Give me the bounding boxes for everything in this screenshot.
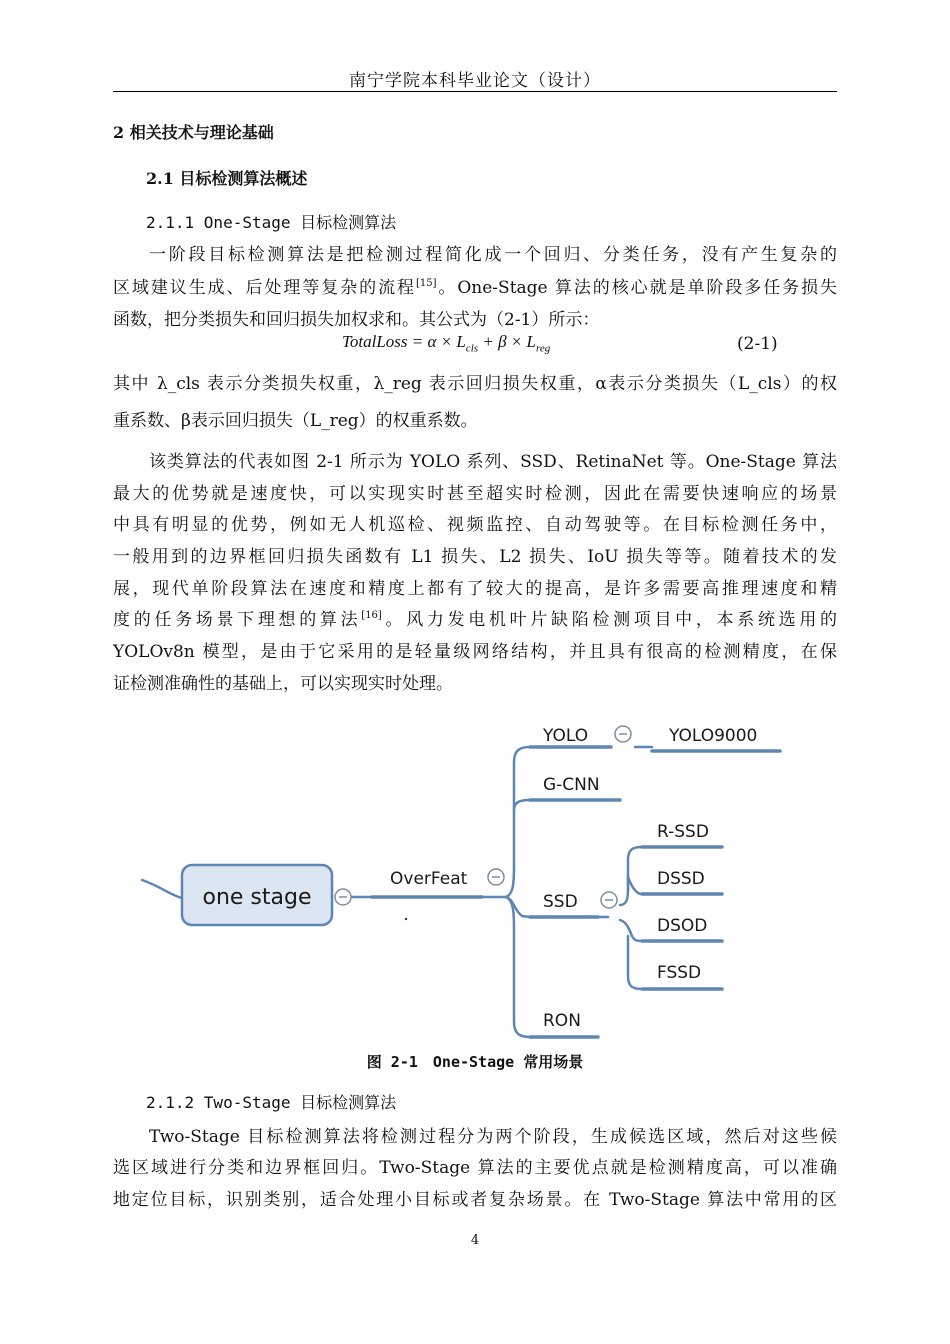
header-divider — [113, 91, 837, 92]
loss-formula: TotalLoss = $\alpha \times L_{cls} + \beta \times L_{reg}$ — [342, 332, 551, 355]
page-number: 4 — [470, 1233, 480, 1248]
page-header-title: 南宁学院本科毕业论文（设计） — [349, 71, 601, 91]
ssd-child-rssd: R-SSD — [657, 822, 709, 842]
para3-line4: 一般用到的边界框回归损失函数有 L1 损失、L2 损失、IoU 损失等等。随着技术的发 — [113, 547, 837, 567]
branch-line-ron — [506, 897, 530, 1037]
branch-label-ron: RON — [543, 1011, 581, 1031]
para4-line2: 选区域进行分类和边界框回归。Two-Stage 算法的主要优点就是检测精度高，可以准确 — [113, 1158, 837, 1178]
para1-line2: 区域建议生成、后处理等复杂的流程[15]。One-Stage 算法的核心就是单阶段多任务损失 — [113, 278, 838, 298]
para4-line3: 地定位目标，识别类别，适合处理小目标或者复杂场景。在 Two-Stage 算法中常用的区 — [113, 1190, 837, 1210]
yolo9000-label: YOLO9000 — [669, 726, 758, 746]
subsection-heading-two-stage: 2.1.2 Two-Stage 目标检测算法 — [146, 1093, 397, 1112]
branch-line-gcnn — [514, 800, 530, 810]
branch-label-gcnn: G-CNN — [543, 775, 600, 795]
para3-line8: 证检测准确性的基础上，可以实现实时处理。 — [113, 674, 453, 694]
para3-line7: YOLOv8n 模型，是由于它采用的是轻量级网络结构，并且具有很高的检测精度，在保 — [113, 642, 837, 662]
citation-15: [15] — [415, 278, 437, 289]
ssd-child-dsod: DSOD — [657, 916, 708, 936]
para3-line1: 该类算法的代表如图 2-1 所示为 YOLO 系列、SSD、RetinaNet 等。One-Stage 算法 — [149, 452, 837, 472]
citation-16: [16] — [361, 610, 382, 621]
one-stage-mindmap — [0, 700, 950, 1045]
para3-line2: 最大的优势就是速度快，可以实现实时甚至超实时检测，因此在需要快速响应的场景 — [113, 484, 837, 504]
ssd-child-dssd: DSSD — [657, 869, 705, 889]
branch-label-ssd: SSD — [543, 892, 578, 912]
para3-line6: 度的任务场景下理想的算法[16]。风力发电机叶片缺陷检测项目中，本系统选用的 — [113, 610, 838, 630]
para3-line3: 中具有明显的优势，例如无人机巡检、视频监控、自动驾驶等。在目标检测任务中， — [113, 515, 837, 535]
para3-line5: 展，现代单阶段算法在速度和精度上都有了较大的提高，是许多需要高推理速度和精 — [113, 579, 837, 599]
section-heading: 2.1 目标检测算法概述 — [146, 169, 308, 188]
para1-line3: 函数，把分类损失和回归损失加权求和。其公式为（2-1）所示： — [113, 310, 600, 330]
equation-number: (2-1) — [737, 334, 778, 354]
ssd-child-fssd: FSSD — [657, 963, 702, 983]
branch-line-yolo — [506, 747, 530, 897]
para4-line1: Two-Stage 目标检测算法将检测过程分为两个阶段，生成候选区域，然后对这些候 — [149, 1127, 837, 1147]
figure-caption: 图 2-1 One-Stage 常用场景 — [366, 1053, 584, 1071]
branch-label-yolo: YOLO — [543, 726, 589, 746]
para2-line2: 重系数、β表示回归损失（L_reg）的权重系数。 — [113, 411, 478, 431]
root-node-label: one stage — [202, 885, 312, 910]
overfeat-label: OverFeat — [390, 869, 468, 889]
chapter-heading: 2 相关技术与理论基础 — [113, 123, 274, 142]
root-incoming-curve — [142, 880, 182, 898]
para2-line1: 其中 λ_cls 表示分类损失权重，λ_reg 表示回归损失权重，α表示分类损失（L_cls）的权 — [113, 374, 837, 394]
subsection-heading-one-stage: 2.1.1 One-Stage 目标检测算法 — [146, 213, 397, 232]
para1-line1: 一阶段目标检测算法是把检测过程简化成一个回归、分类任务，没有产生复杂的 — [149, 245, 837, 265]
stray-dot — [405, 918, 407, 920]
